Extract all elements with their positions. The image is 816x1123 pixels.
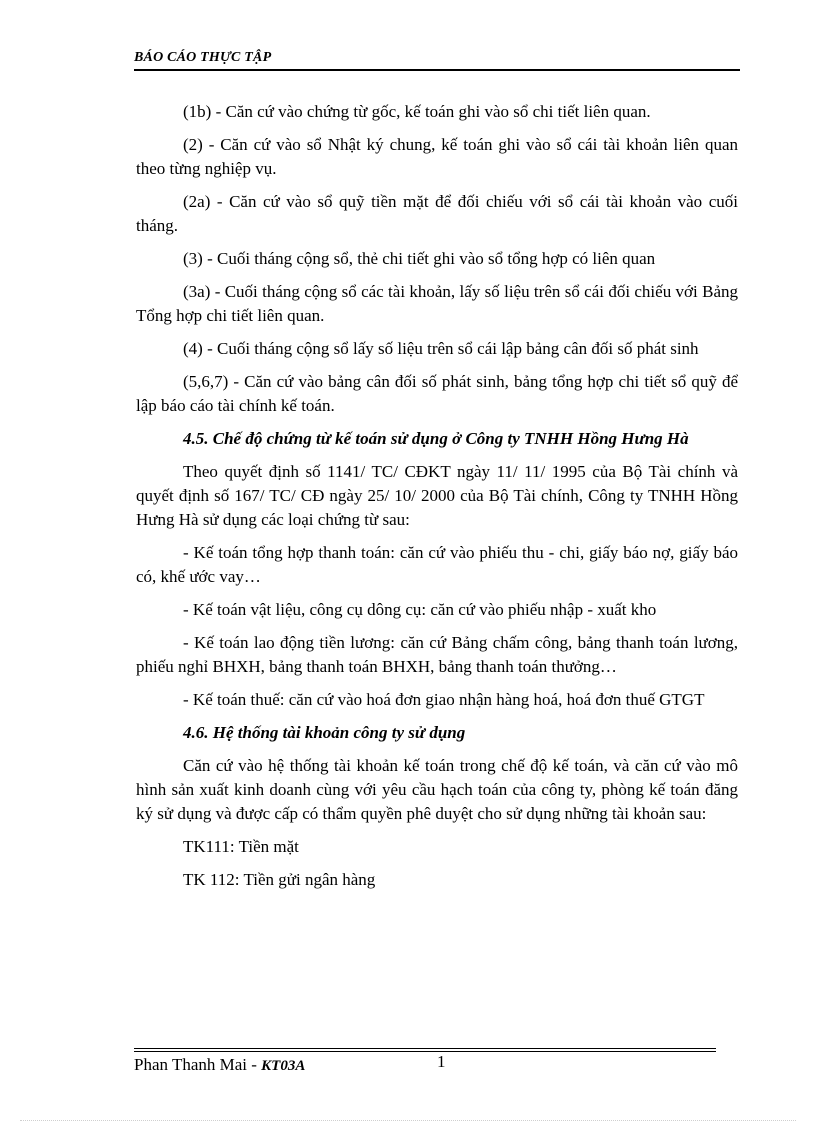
- list-item-tax: - Kế toán thuế: căn cứ vào hoá đơn giao nhận hàng hoá, hoá đơn thuế GTGT: [183, 690, 705, 709]
- header-divider: [134, 70, 740, 71]
- list-item-payment: - Kế toán tổng hợp thanh toán: căn cứ vào phiếu thu - chi, giấy báo nợ, giấy báo có, khế ước vay…: [136, 543, 738, 586]
- section-4-6-intro: Căn cứ vào hệ thống tài khoản kế toán trong chế độ kế toán, và căn cứ vào mô hình sản xuất kinh doanh cùng với yêu cầu hạch toán của công ty, phòng kế toán đăng ký sử dụng và được cấp có thẩm quyền phê duyệt cho sử dụng những tài khoản sau:: [136, 756, 738, 823]
- section-4-5-intro: Theo quyết định số 1141/ TC/ CĐKT ngày 11/ 11/ 1995 của Bộ Tài chính và quyết định số 167/ TC/ CĐ ngày 25/ 10/ 2000 của Bộ Tài chính, Công ty TNHH Hồng Hưng Hà sử dụng các loại chứng từ sau:: [136, 462, 738, 529]
- paragraph-1b: (1b) - Căn cứ vào chứng từ gốc, kế toán ghi vào sổ chi tiết liên quan.: [183, 102, 651, 121]
- section-heading-4-6: 4.6. Hệ thống tài khoản công ty sử dụng: [183, 723, 466, 742]
- list-item-payroll: - Kế toán lao động tiền lương: căn cứ Bảng chấm công, bảng thanh toán lương, phiếu nghỉ BHXH, bảng thanh toán BHXH, bảng thanh toán thưởng…: [136, 633, 738, 676]
- page-edge-line: [20, 1120, 796, 1121]
- paragraph-5-6-7: (5,6,7) - Căn cứ vào bảng cân đối số phát sinh, bảng tổng hợp chi tiết sổ quỹ để lập báo cáo tài chính kế toán.: [136, 372, 738, 415]
- account-tk112: TK 112: Tiền gửi ngân hàng: [183, 870, 376, 889]
- list-item-materials: - Kế toán vật liệu, công cụ dông cụ: căn cứ vào phiếu nhập - xuất kho: [183, 600, 657, 619]
- page-number: 1: [437, 1052, 446, 1071]
- paragraph-3a: (3a) - Cuối tháng cộng sổ các tài khoản, lấy số liệu trên sổ cái đối chiếu với Bảng Tổng hợp chi tiết liên quan.: [136, 282, 738, 325]
- report-title: BÁO CÁO THỰC TẬP: [134, 50, 272, 65]
- paragraph-2a: (2a) - Căn cứ vào sổ quỹ tiền mặt để đối chiếu với sổ cái tài khoản vào cuối tháng.: [136, 192, 738, 235]
- page-footer: [134, 1055, 716, 1075]
- account-tk111: TK111: Tiền mặt: [183, 837, 299, 856]
- paragraph-2: (2) - Căn cứ vào sổ Nhật ký chung, kế toán ghi vào sổ cái tài khoản liên quan theo từng nghiệp vụ.: [136, 135, 738, 178]
- document-body: [136, 100, 738, 901]
- paragraph-3: (3) - Cuối tháng cộng sổ, thẻ chi tiết ghi vào sổ tổng hợp có liên quan: [183, 249, 656, 268]
- section-heading-4-5: 4.5. Chế độ chứng từ kế toán sử dụng ở Công ty TNHH Hồng Hưng Hà: [183, 429, 689, 448]
- footer-divider-2: [134, 1051, 716, 1052]
- author-name: Phan Thanh Mai -: [134, 1055, 262, 1074]
- footer-divider: [134, 1048, 716, 1049]
- class-code: KT03A: [261, 1058, 306, 1074]
- paragraph-4: (4) - Cuối tháng cộng sổ lấy số liệu trên sổ cái lập bảng cân đối số phát sinh: [183, 339, 699, 358]
- page-header: [134, 50, 740, 70]
